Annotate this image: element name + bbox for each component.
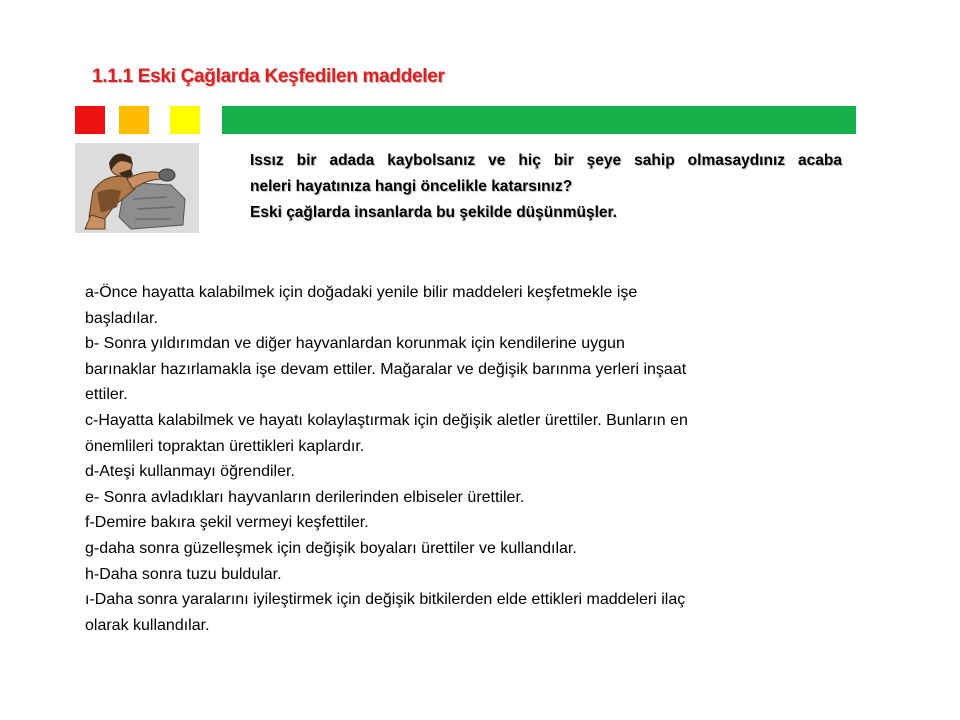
intro-line: Issız bir adada kaybolsanız ve hiç bir şeye sahip olmasaydınız acaba: [250, 152, 842, 169]
content-line: d-Ateşi kullanmayı öğrendiler.: [85, 463, 295, 481]
content-line: h-Daha sonra tuzu buldular.: [85, 565, 282, 583]
content-line: olarak kullandılar.: [85, 616, 210, 634]
content-line: ı-Daha sonra yaralarını iyileştirmek için değişik bitkilerden elde ettikleri maddeleri ilaç: [85, 591, 686, 609]
orange-square: [119, 106, 149, 134]
content-line: başladılar.: [85, 309, 158, 327]
content-line: f-Demire bakıra şekil vermeyi keşfettiler.: [85, 514, 369, 532]
intro-line: neleri hayatınıza hangi öncelikle katarsınız?: [250, 178, 573, 195]
red-square: [75, 106, 105, 134]
green-bar: [222, 106, 856, 134]
content-line: c-Hayatta kalabilmek ve hayatı kolaylaştırmak için değişik aletler ürettiler. Bunların en: [85, 411, 688, 429]
caveman-icon: [75, 143, 199, 233]
content-line: a-Önce hayatta kalabilmek için doğadaki yenile bilir maddeleri keşfetmekle işe: [85, 284, 638, 301]
slide-title: 1.1.1 Eski Çağlarda Keşfedilen maddeler: [92, 66, 445, 87]
content-line: ettiler.: [85, 386, 128, 404]
content-line: e- Sonra avladıkları hayvanların derilerinden elbiseler ürettiler.: [85, 488, 525, 506]
yellow-square: [170, 106, 200, 134]
content-line: önemlileri topraktan ürettikleri kaplardır.: [85, 437, 365, 455]
content-text: [85, 280, 831, 638]
intro-line: Eski çağlarda insanlarda bu şekilde düşünmüşler.: [250, 204, 617, 221]
intro-text: [250, 148, 842, 226]
content-line: b- Sonra yıldırımdan ve diğer hayvanlardan korunmak için kendilerine uygun: [85, 335, 625, 353]
content-line: g-daha sonra güzelleşmek için değişik boyaları ürettiler ve kullandılar.: [85, 539, 577, 557]
content-line: barınaklar hazırlamakla işe devam ettiler. Mağaralar ve değişik barınma yerleri inşaat: [85, 360, 687, 378]
